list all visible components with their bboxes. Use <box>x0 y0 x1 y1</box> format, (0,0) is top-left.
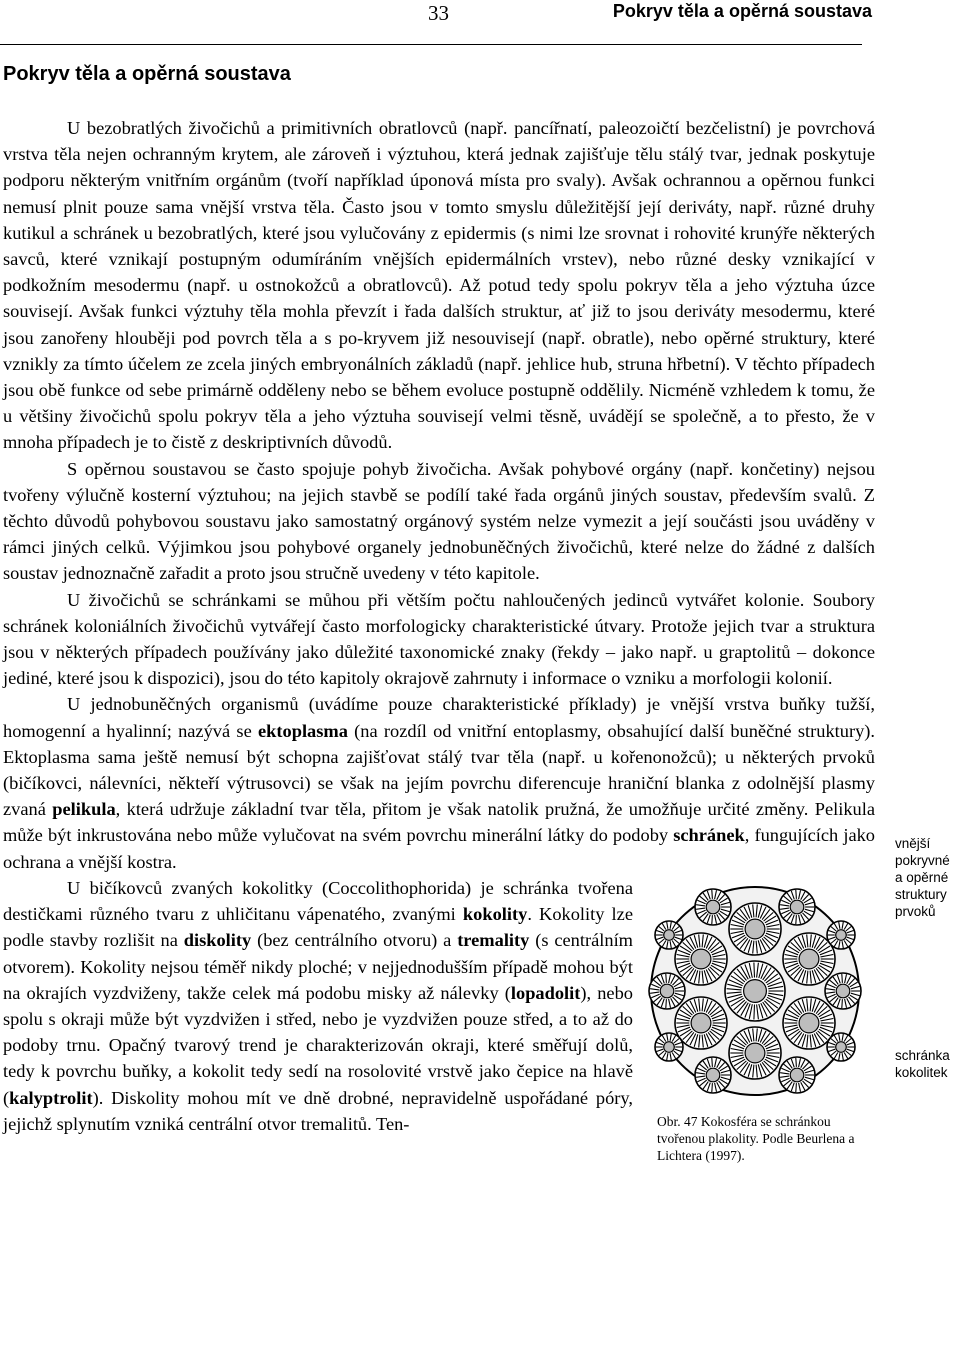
placolith-ray <box>796 915 797 924</box>
placolith-center <box>745 919 765 939</box>
placolith-ray <box>754 1004 755 1019</box>
placolith-center <box>836 930 847 941</box>
text-run: , fungujících jako ochrana a vnější kostra. <box>3 825 876 872</box>
placolith-center <box>836 984 850 998</box>
body-text <box>3 115 875 1175</box>
text-run: ), nebo spolu s okraji může být vyzdvižen i střed, nebo je vyzdvižen pouze střed, a to až do podoby trnu. Opačný tvarový trend je charakterizován okraji, které směřují dolů, tedy k povrchu buňky, a kokolit tedy sedí na rosolovité vrstvě jako čepice na hlavě ( <box>3 982 633 1108</box>
margin-note-protist-structures: vnější pokryvné a opěrné struktury prvoků <box>895 836 950 919</box>
placolith-center <box>660 984 674 998</box>
placolith-ray <box>796 1083 797 1092</box>
placolith-ray <box>712 915 713 924</box>
header-rule <box>0 44 862 45</box>
placolith-center <box>745 1043 765 1063</box>
placolith-center <box>664 1042 675 1053</box>
text-run: (na rozdíl od vnitřní entoplasmy, obsahující další buněčné struktury). Ektoplasma sama ještě nemusí být schopna zajišťovat stálý tvar těla (např. u kořenonožců); u některých prvoků (bičíkovci, nálevníci, někteří výtrusovci) se však na jejím povrchu diferencuje hraniční blanka z odolnější plasmy zvaná <box>3 720 875 820</box>
placolith-center <box>790 1068 804 1082</box>
text-run: . Kokolity lze podle stavby rozlišit na <box>3 904 633 951</box>
placolith-center <box>744 979 767 1002</box>
term-lopadolit: lopadolit <box>510 982 581 1003</box>
placolith-ray <box>754 962 755 977</box>
term-pelikula: pelikula <box>52 799 116 820</box>
placolith-center <box>836 1042 847 1053</box>
text-run: ). Diskolity mohou mít ve dně drobné, nepravidelně uspořádané póry, jejichž splynutím vzniká centrální otvor tremalitů. Ten- <box>3 1087 633 1134</box>
placolith-center <box>706 900 720 914</box>
placolith-ray <box>796 1058 797 1067</box>
coccosphere-illustration <box>643 875 863 1107</box>
term-ektoplasma: ektoplasma <box>258 720 348 741</box>
text-run: U bičíkovců zvaných kokolitky (Coccolithophorida) je schránka tvořena destičkami různého tvaru z uhličitanu vápenatého, zvanými <box>3 877 633 925</box>
paragraph-3: U živočichů se schránkami se můhou při větším počtu nahloučených jedinců vytvářet kolonie. Soubory schránek koloniálních živočichů vytvářejí často morfologicky charakteristické útvary. Protože jejich tvar a struktura jsou v některých případech používány jako důležité taxonomické znaky (řekdy – jako např. u graptolitů – dokonce jediné, které jsou k dispozici), jsou do této kapitoly okrajově zahrnuty i informace o vzniku a morfologii kolonií. <box>3 589 875 689</box>
term-kokolity: kokolity <box>462 904 528 925</box>
placolith-center <box>691 949 711 969</box>
term-tremality: tremality <box>457 930 530 951</box>
placolith-ray <box>712 1058 713 1067</box>
placolith-ray <box>666 974 667 983</box>
page-number: 33 <box>428 1 449 25</box>
placolith-center <box>799 949 819 969</box>
text-run: U jednobuněčných organismů (uvádíme pouze charakteristické příklady) je vnější vrstva buňky tužší, homogenní a hyalinní; nazývá se <box>3 694 875 741</box>
paragraph-1: U bezobratlých živočichů a primitivních obratlovců (např. pancířnatí, paleozoičtí bezčelistní) je povrchová vrstva těla nejen ochranným krytem, ale zároveň i výztuhou, která jednak zajišťuje tělu stálý tvar, jednak poskytuje podporu některým vnitřním orgánům (tvoří například úponová místa pro svaly). Avšak ochrannou a opěrnou funkci nemusí plnit pouze sama vnější vrstva těla. Často jsou v tomto smyslu důležitější její deriváty, např. různé druhy kutikul a schránek u bezobratlých, které jsou vylučovány z epidermis (s nimi lze srovnat i rohovité krunýře některých savců, které vznikají postupným odumíráním vnějších epidermálních vrstev), nebo různé desky vznikající v podkožním mesodermu (např. u ostnokožců a obratlovců). Až potud tedy spolu pokryv těla a jeho výztuha úzce souvisejí. Avšak funkci výztuhy těla mohla převzít i řada dalších struktur, ať již to jsou deriváty mesodermu, které jsou zanořeny hlouběji pod povrch těla a s po-kryvem již nesouvisejí (např. obratle), nebo opěrné struktury, které vznikly za tímto účelem ze zcela jiných embryonálních základů (např. jehlice hub, struna hřbetní). V těchto případech jsou obě funkce od sebe primárně odděleny nebo se během evoluce postupně oddělily. Nicméně vzhledem k tomu, že u většiny živočichů spolu pokryv těla a jeho výztuha souvisejí velmi těsně, uvádějí se společně, a to přesto, že v mnoha případech je to čistě z deskriptivních důvodů. <box>3 118 875 453</box>
placolith-center <box>790 900 804 914</box>
placolith-ray <box>796 890 797 899</box>
placolith-ray <box>842 999 843 1008</box>
placolith-center <box>691 1013 711 1033</box>
paragraph-4 <box>3 691 875 874</box>
text-run: , která udržuje základní tvar těla, přitom je však natolik pružná, že umožňuje určité změny. Pelikula může být inkrustována nebo může vylučovat na svém povrchu minerální látky do podoby <box>3 799 875 846</box>
term-kalyptrolit: kalyptrolit <box>9 1087 93 1108</box>
section-title: Pokryv těla a opěrná soustava <box>3 63 291 85</box>
placolith-ray <box>712 890 713 899</box>
placolith-center <box>664 930 675 941</box>
placolith-center <box>799 1013 819 1033</box>
figure-caption: Obr. 47 Kokosféra se schránkou tvořenou plakolity. Podle Beurlena a Lichtera (1997). <box>657 1113 855 1163</box>
figure-coccosphere <box>643 875 875 1175</box>
term-diskolity: diskolity <box>183 930 252 951</box>
term-schranek: schránek <box>673 825 745 846</box>
placolith-ray <box>842 974 843 983</box>
margin-note-coccolith-shell: schránka kokolitek <box>895 1048 950 1080</box>
text-run: (s centrálním otvorem). Kokolity nejsou téměř nikdy ploché; v nejjednodušším případě mohou být na okrajích vyzdviženy, takže celek má podobu misky až nálevky ( <box>3 930 633 1003</box>
paragraph-2: S opěrnou soustavou se často spojuje pohyb živočicha. Avšak pohybové orgány (např. končetiny) nejsou tvořeny výlučně kosterní výztuhou; na jejich stavbě se podílí také řada orgánů jiných soustav, především svalů. Z těchto důvodů pohybovou soustavu jako samostatný orgánový systém nelze vymezit a její součásti jsou uváděny v rámci jiných celků. Výjimkou jsou pohybové organely jednobuněčných živočichů, které nelze do žádné z dalších soustav jednoznačně zařadit a proto jsou stručně uvedeny v této kapitole. <box>3 458 875 584</box>
text-run: (bez centrálního otvoru) a <box>251 930 458 951</box>
placolith-ray <box>666 999 667 1008</box>
running-title: Pokryv těla a opěrná soustava <box>612 1 872 21</box>
placolith-ray <box>712 1083 713 1092</box>
placolith-center <box>706 1068 720 1082</box>
